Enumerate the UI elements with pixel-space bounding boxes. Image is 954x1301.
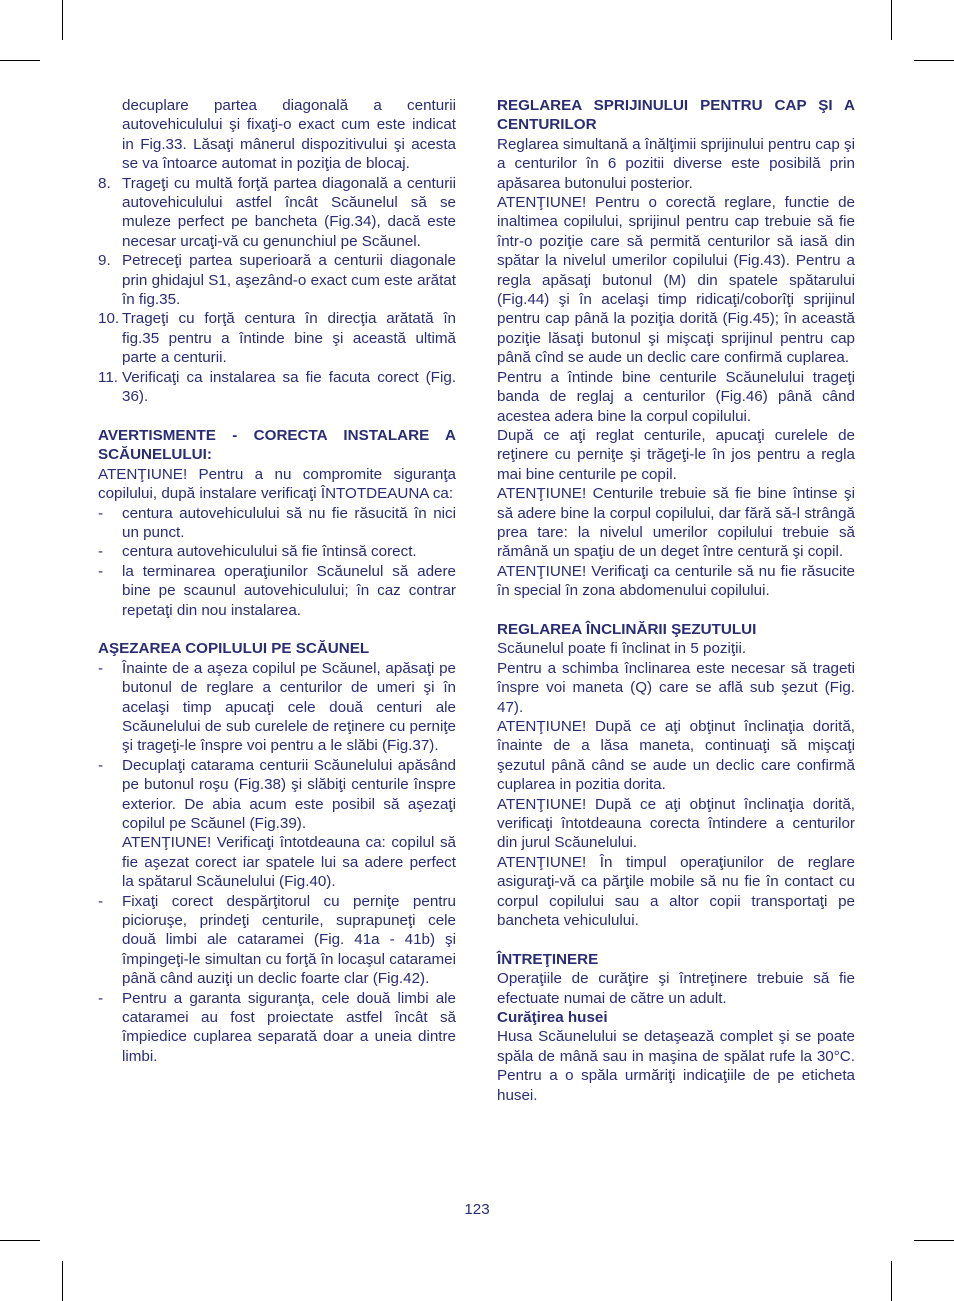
paragraph: ATENŢIUNE! După ce aţi obţinut înclinaţia dorită, înainte de a lăsa maneta, continuaţi să mişcaţi şezutul până când se aude un declic care confirmă cuplarea in pozitia dorita. [497, 717, 855, 794]
paragraph: Scăunelul poate fi înclinat in 5 poziţii. [497, 640, 747, 658]
list-item: 11. Verificaţi ca instalarea sa fie facuta corect (Fig. 36). [98, 368, 456, 406]
paragraph: ATENŢIUNE! Verificaţi ca centurile să nu fie răsucite în special în zona abdomenului copilului. [497, 562, 855, 600]
paragraph: Pentru a schimba înclinarea este necesar să trageti înspre voi maneta (Q) care se află sub şezut (Fig. 47). [497, 659, 855, 716]
crop-mark [891, 0, 892, 40]
paragraph: După ce aţi reglat centurile, apucaţi curelele de reţinere cu perniţe şi trăgeţi-le în jos pentru a regla mai bine centurile pe copil. [497, 426, 855, 483]
list-item: - Decuplaţi catarama centurii Scăunelului apăsând pe butonul roşu (Fig.38) şi slăbiţi centurile înspre exterior. De abia acum este posibil să aşezaţi copilul pe Scăunel (Fig.39). [98, 756, 456, 832]
paragraph: ATENŢIUNE! Pentru a nu compromite siguranţa copilului, după instalare verificaţi ÎNTOTDEAUNA ca: [98, 465, 456, 503]
paragraph: ATENŢIUNE! După ce aţi obţinut înclinaţia dorită, verificaţi întotdeauna corecta întindere a centurilor din jurul Scăunelului. [497, 795, 855, 852]
subheading: Curăţirea husei [497, 1009, 608, 1027]
section-heading: AVERTISMENTE - CORECTA INSTALARE A SCĂUNELULUI: [98, 426, 456, 464]
crop-mark [0, 60, 40, 61]
right-column [497, 96, 855, 1105]
crop-mark [914, 60, 954, 61]
section-heading: ÎNTREŢINERE [497, 950, 599, 968]
left-column [98, 96, 456, 1066]
paragraph: Husa Scăunelului se detaşează complet şi se poate spăla de mână sau in maşina de spălat rufe la 30°C. Pentru a o spăla urmăriţi indicaţiile de pe eticheta husei. [497, 1028, 855, 1104]
list-item: - Fixaţi corect despărţitorul cu perniţe pentru picioruşe, prindeţi centurile, suprapuneţi cele două limbi ale cataramei (Fig. 41a - 41b) şi împingeţi-le simultan cu forţă în locaşul cataramei până când auziţi un declic foarte clar (Fig.42). [98, 892, 456, 988]
list-item: 10. Trageţi cu forţă centura în direcţia arătată în fig.35 pentru a întinde bine şi această ultimă parte a centurii. [98, 310, 456, 367]
paragraph: Pentru a întinde bine centurile Scăunelului trageţi banda de reglaj a centurilor (Fig.46) până când acestea adera bine la corpul copilului. [497, 368, 855, 425]
paragraph: ATENŢIUNE! În timpul operaţiunilor de reglare asiguraţi-vă ca părţile mobile să nu fie în contact cu corpul copilului sau a altor copii transportaţi pe bancheta vehiculului. [497, 853, 855, 930]
crop-mark [62, 0, 63, 40]
crop-mark [0, 1240, 40, 1241]
crop-mark [891, 1261, 892, 1301]
section-heading: AŞEZAREA COPILULUI PE SCĂUNEL [98, 640, 370, 658]
crop-mark [914, 1240, 954, 1241]
page-number: 123 [464, 1201, 490, 1218]
paragraph: Operaţiile de curăţire şi întreţinere trebuie să fie efectuate numai de către un adult. [497, 970, 855, 1007]
section-heading: REGLAREA ÎNCLINĂRII ŞEZUTULUI [497, 620, 757, 638]
list-item: - la terminarea operaţiunilor Scăunelul să adere bine pe scaunul autovehiculului; în caz contrar repetaţi din nou instalarea. [98, 562, 456, 619]
section-heading: REGLAREA SPRIJINULUI PENTRU CAP ŞI A CENTURILOR [497, 97, 855, 134]
crop-mark [62, 1261, 63, 1301]
list-item: 9. Petreceţi partea superioară a centurii diagonale prin ghidajul S1, aşezând-o exact cum este arătat în fig.35. [98, 252, 456, 309]
paragraph: ATENŢIUNE! Centurile trebuie să fie bine întinse şi să adere bine la corpul copilului, dar fără să-l strângă prea tare: la nivelul umerilor copilului trebuie să rămână un spaţiu de un deget între centură şi copil. [497, 485, 855, 561]
list-item: - centura autovehiculului să fie întinsă corect. [98, 543, 417, 561]
intro-paragraph: decuplare partea diagonală a centurii autovehiculului şi fixaţi-o exact cum este indicat in Fig.33. Lăsaţi mânerul dispozitivului şi acesta se va întoarce automat in poziţia de blocaj. [122, 97, 456, 173]
paragraph: ATENŢIUNE! Pentru o corectă reglare, functie de inaltimea copilului, sprijinul pentru cap trebuie să fie într-o poziţie care să permită centurilor să iasă din spătar la nivelul umerilor copilului (Fig.43). Pentru a regla apăsaţi butonul (M) din spatele spătarului (Fig.44) şi în acelaşi timp ridicaţi/coborîţi sprijinul pentru cap până la poziţia dorită (Fig.45); în această poziţie lăsaţi butonul şi mişcaţi sprijinul pentru cap până cînd se aude un declic care confirmă cuplarea. [497, 194, 855, 367]
list-item: - Pentru a garanta siguranţa, cele două limbi ale cataramei au fost proiectate astfel încât să împiedice cuplarea separată doar a uneia dintre limbi. [98, 989, 456, 1065]
list-item: - centura autovehiculului să nu fie răsucită în nici un punct. [98, 504, 456, 541]
paragraph: Reglarea simultană a înălţimii sprijinului pentru cap şi a centurilor în 6 pozitii diverse este posibilă prin apăsarea butonului posterior. [497, 135, 855, 192]
list-item: 8. Trageţi cu multă forţă partea diagonală a centurii autovehiculului astfel încât Scăunelul să se muleze perfect pe bancheta (Fig.34), dacă este necesar urcaţi-vă cu genunchiul pe Scăunel. [98, 174, 456, 250]
note-paragraph: ATENŢIUNE! Verificaţi întotdeauna ca: copilul să fie aşezat corect iar spatele lui sa adere perfect la spătarul Scăunelului (Fig.40). [122, 834, 456, 891]
list-item: - Înainte de a aşeza copilul pe Scăunel, apăsaţi pe butonul de reglare a centurilor de umeri şi în acelaşi timp apucaţi cele două centuri ale Scăunelului de sub curelele de reţinere cu perniţe şi trageţi-le înspre voi pentru a le slăbi (Fig.37). [98, 659, 456, 755]
